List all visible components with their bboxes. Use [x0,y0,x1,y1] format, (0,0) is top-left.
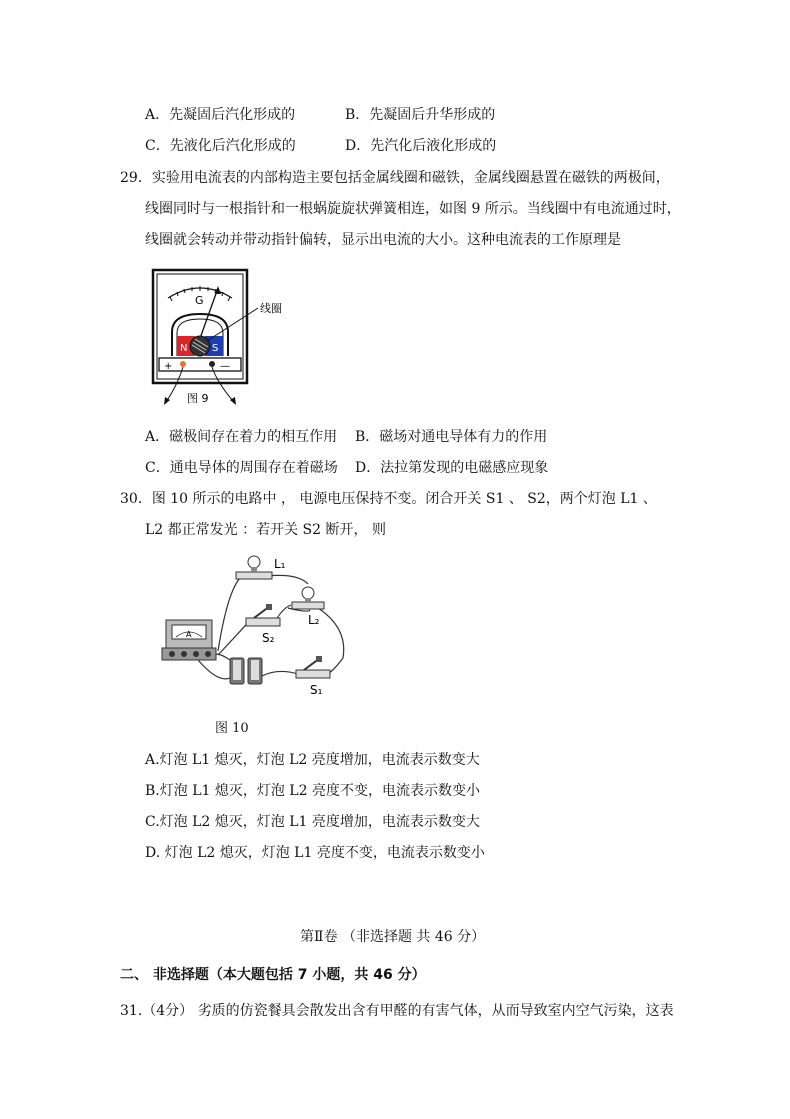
figure-10-circuit [158,548,358,708]
volume-ii-title: 第Ⅱ卷 （非选择题 共 46 分） [300,929,486,945]
q29-stem-line3: 线圈就会转动并带动指针偏转，显示出电流的大小。这种电流表的工作原理是 [145,232,621,248]
section-ii-heading: 二、 非选择题（本大题包括 7 小题，共 46 分） [120,967,426,983]
meter-letter-g: G [195,294,204,307]
switch-s1-base [296,670,330,678]
q29-stem-line1: 29．实验用电流表的内部构造主要包括金属线圈和磁铁，金属线圈悬置在磁铁的两极间， [120,170,670,186]
svg-text:S: S [212,343,219,354]
q28-option-c: C．先液化后汽化形成的 [145,138,296,154]
figure-9-caption: 图 9 [187,392,209,405]
q29-option-d: D．法拉第发现的电磁感应现象 [355,460,549,476]
switch-s2-base [246,618,280,626]
label-s2: S₂ [262,631,275,645]
label-s1: S₁ [310,683,323,697]
q29-stem-line2: 线圈同时与一根指针和一根蜗旋旋状弹簧相连，如图 9 所示。当线圈中有电流通过时， [145,201,681,217]
circuit-wires [198,575,344,679]
q30-option-c: C.灯泡 L2 熄灭，灯泡 L1 亮度增加，电流表示数变大 [145,814,480,830]
lamp-l2-bulb [302,587,314,599]
lamp-l2-base [292,602,324,609]
q30-stem-line1: 30．图 10 所示的电路中 ， 电源电压保持不变。闭合开关 S1 、 S2，两个灯泡 L1 、 [120,491,657,507]
svg-text:N: N [180,343,188,354]
q30-option-b: B.灯泡 L1 熄灭，灯泡 L2 亮度不变，电流表示数变小 [145,783,480,799]
q28-option-b: B．先凝固后升华形成的 [345,107,496,123]
svg-text:—: — [220,361,230,372]
terminal-negative [209,361,215,367]
q28-option-a: A．先凝固后汽化形成的 [145,107,296,123]
q30-option-a: A.灯泡 L1 熄灭，灯泡 L2 亮度增加，电流表示数变大 [145,752,480,768]
q28-option-d: D．先汽化后液化形成的 [345,138,497,154]
label-l2: L₂ [308,613,320,627]
figure-10-caption: 图 10 [215,721,249,736]
svg-text:A: A [186,630,192,639]
lamp-l1-bulb [248,556,260,568]
label-l1: L₁ [274,557,286,571]
terminal-positive [180,361,186,367]
q30-option-d: D. 灯泡 L2 熄灭，灯泡 L1 亮度不变，电流表示数变小 [145,845,485,861]
q29-option-a: A．磁极间存在着力的相互作用 [145,429,338,445]
q31-stem-line1: 31.（4分） 劣质的仿瓷餐具会散发出含有甲醛的有害气体，从而导致室内空气污染，这表 [120,1003,674,1019]
lamp-l1-base [236,572,272,579]
coil-label: 线圈 [260,302,282,315]
q30-stem-line2: L2 都正常发光 ：若开关 S2 断开， 则 [145,522,386,538]
q29-option-b: B．磁场对通电导体有力的作用 [355,429,548,445]
figure-9-galvanometer [150,266,300,416]
q29-option-c: C．通电导体的周围存在着磁场 [145,460,338,476]
svg-text:+: + [164,361,173,372]
